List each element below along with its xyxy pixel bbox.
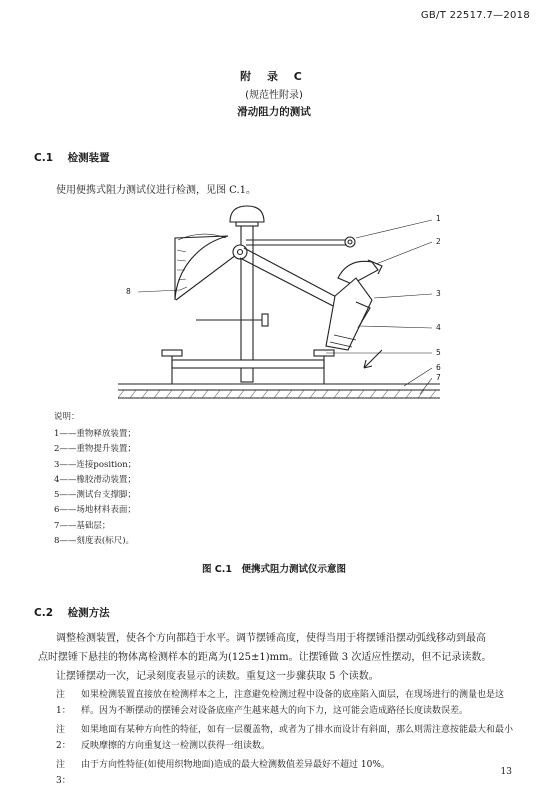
note-line: 如果检测装置直接放在检测样本之上，注意避免检测过程中设备的底座陷入面层，在现场进行的测量也是这 — [81, 690, 505, 700]
callout-7: 7 — [436, 373, 441, 382]
note-2 — [56, 722, 536, 754]
callout-1: 1 — [436, 214, 441, 223]
standard-number: GB/T 22517.7—2018 — [420, 10, 530, 21]
page-number: 13 — [500, 767, 512, 777]
note-label: 注 2： — [56, 725, 71, 751]
tester-diagram — [0, 200, 548, 405]
callout-3: 3 — [436, 289, 441, 298]
note-line: 样。因为不断摆动的摆锤会对设备底座产生越来越大的向下力，这可能会造成路径长度读数误差。 — [81, 706, 469, 716]
note-1 — [56, 687, 536, 719]
note-line: 由于方向性特征(如使用织物地面)造成的最大检测数值差异最好不超过 10%。 — [81, 760, 390, 770]
note-line: 如果地面有某种方向性的特征，如有一层覆盖物，或者为了排水而设计有斜面，那么则需注意按能最大和最小 — [81, 725, 514, 735]
callout-5: 5 — [436, 348, 441, 357]
legend-title: 说明： — [54, 412, 80, 422]
note-label: 注 3： — [56, 760, 71, 786]
appendix-type: (规范性附录) — [245, 90, 303, 101]
section1-text: 使用便携式阻力测试仪进行检测，见图 C.1。 — [56, 185, 257, 196]
section-title: 检测装置 — [67, 152, 110, 164]
section-heading-c1 — [34, 150, 110, 165]
legend-item: 1——重物释放装置； — [54, 429, 136, 439]
note-line: 反映摩擦的方向重复这一检测以获得一组读数。 — [81, 741, 271, 751]
legend-item: 8——刻度表(标尺)。 — [54, 536, 135, 547]
notes — [56, 687, 536, 789]
section-number: C.2 — [34, 607, 54, 619]
section-heading-c2 — [34, 605, 110, 620]
paragraph-line: 调整检测装置，使各个方向都趋于水平。调节摆锤高度，使得当用于将摆锤沿摆动弧线移动到最高 — [56, 633, 486, 644]
legend-item: 3——连接position； — [54, 459, 137, 470]
callout-2: 2 — [436, 237, 441, 246]
legend-item: 6——场地材料表面； — [54, 505, 136, 516]
legend-item: 2——重物提升装置； — [54, 444, 136, 455]
section-number: C.1 — [34, 152, 54, 164]
note-label: 注 1： — [56, 690, 71, 716]
paragraph-line: 让摆锤摆动一次，记录刻度表显示的读数。重复这一步骤获取 5 个读数。 — [56, 671, 379, 682]
note-3 — [56, 757, 536, 789]
legend-item: 5——测试台支撑脚； — [54, 490, 136, 501]
callout-4: 4 — [436, 323, 441, 332]
appendix-title: 附 录 C — [240, 70, 308, 83]
method-paragraph — [38, 629, 532, 686]
legend-list — [54, 427, 136, 549]
paragraph-line: 点时摆锤下悬挂的物体离检测样本的距离为(125±1)mm。让摆锤做 3 次适应性摆动，但不记录读数。 — [38, 652, 492, 663]
section-title: 检测方法 — [67, 607, 110, 619]
callout-8: 8 — [126, 287, 131, 296]
appendix-name: 滑动阻力的测试 — [237, 106, 311, 118]
legend-item: 4——橡胶滑动装置； — [54, 474, 136, 485]
callout-6: 6 — [436, 363, 441, 372]
figure-caption: 图 C.1 便携式阻力测试仪示意图 — [202, 564, 346, 575]
legend-item: 7——基础层； — [54, 520, 111, 531]
